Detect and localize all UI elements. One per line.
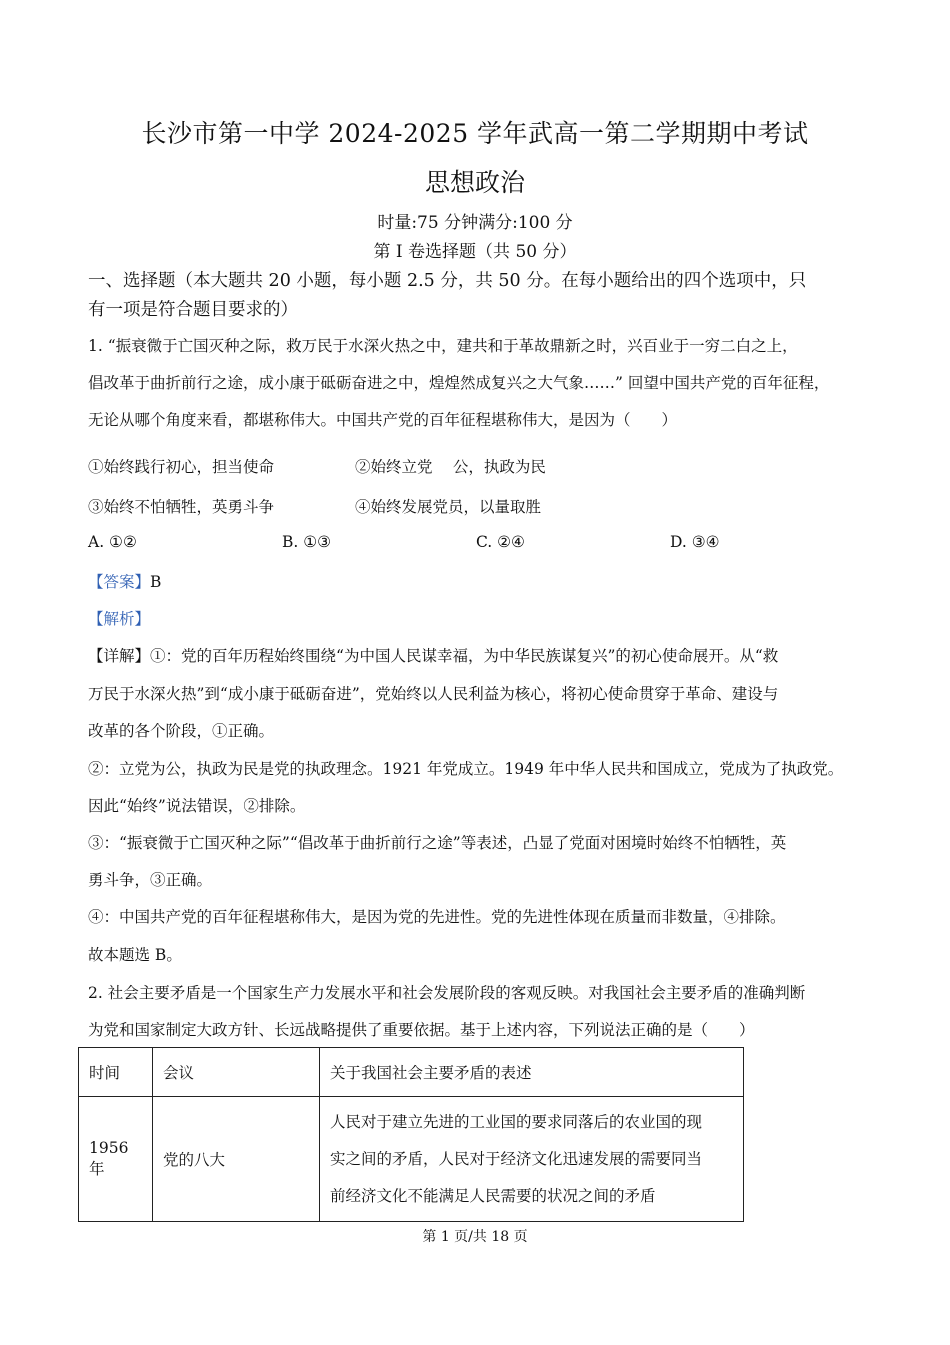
table-cell-meeting: 党的八大 <box>153 1097 320 1222</box>
q1-option-a: A. ①② <box>88 533 137 551</box>
statement-line: 实之间的矛盾，人民对于经济文化迅速发展的需要同当 <box>330 1149 703 1168</box>
section-instructions-line2: 有一项是符合题目要求的） <box>88 300 298 320</box>
q1-detail-line6: ③：“振衰微于亡国灭种之际”“倡改革于曲折前行之途”等表述，凸显了党面对困境时始终不怕牺牲，英 <box>88 834 787 852</box>
q1-item-2: ②始终立党 公，执政为民 <box>355 458 546 476</box>
table-header-cell: 会议 <box>153 1048 320 1097</box>
table-cell-year: 1956 年 <box>79 1097 153 1222</box>
q1-detail-line3: 改革的各个阶段，①正确。 <box>88 722 275 740</box>
table-header-cell: 关于我国社会主要矛盾的表述 <box>320 1048 744 1097</box>
q2-stem-line2: 为党和国家制定大政方针、长远战略提供了重要依据。基于上述内容，下列说法正确的是（ ） <box>88 1021 755 1039</box>
table-header-row <box>79 1048 744 1097</box>
statement-line: 前经济文化不能满足人民需要的状况之间的矛盾 <box>330 1186 656 1205</box>
detail-label: 【详解】 <box>88 647 151 665</box>
detail-text: ①：党的百年历程始终围绕“为中国人民谋幸福，为中华民族谋复兴”的初心使命展开。从“救 <box>150 647 779 665</box>
statement-line: 人民对于建立先进的工业国的要求同落后的农业国的现 <box>330 1112 703 1131</box>
q1-item-4: ④始终发展党员，以量取胜 <box>355 498 542 516</box>
q1-detail-line8: ④：中国共产党的百年征程堪称伟大，是因为党的先进性。党的先进性体现在质量而非数量，④排除。 <box>88 908 786 926</box>
q1-answer <box>88 570 161 592</box>
q1-option-b: B. ①③ <box>282 533 332 551</box>
q1-option-c: C. ②④ <box>476 533 525 551</box>
time-score: 时量:75 分钟满分:100 分 <box>377 213 573 233</box>
analysis-label: 【解析】 <box>88 610 151 628</box>
q1-stem-line1: 1. “振衰微于亡国灭种之际，救万民于水深火热之中，建共和于革故鼎新之时，兴百业于一穷二白之上， <box>88 337 798 355</box>
answer-label: 【答案】 <box>88 573 151 591</box>
contradiction-table <box>78 1047 744 1222</box>
q1-item-3: ③始终不怕牺牲，英勇斗争 <box>88 498 275 516</box>
section-instructions-line1: 一、选择题（本大题共 20 小题，每小题 2.5 分，共 50 分。在每小题给出的四个选项中，只 <box>88 271 807 291</box>
q1-stem-line2: 倡改革于曲折前行之途，成小康于砥砺奋进之中，煌煌然成复兴之大气象……” 回望中国共产党的百年征程， <box>88 374 830 392</box>
q1-item-1: ①始终践行初心，担当使命 <box>88 458 275 476</box>
q1-detail-line4: ②：立党为公，执政为民是党的执政理念。1921 年党成立。1949 年中华人民共和国成立，党成为了执政党。 <box>88 760 844 778</box>
table-cell-statement <box>320 1097 744 1222</box>
q1-detail-line5: 因此“始终”说法错误，②排除。 <box>88 797 306 815</box>
q1-option-d: D. ③④ <box>670 533 720 551</box>
q1-detail-line2: 万民于水深火热”到“成小康于砥砺奋进”，党始终以人民利益为核心，将初心使命贯穿于革命、建设与 <box>88 685 779 703</box>
table-header-cell: 时间 <box>79 1048 153 1097</box>
table-row <box>79 1097 744 1222</box>
subject-title: 思想政治 <box>424 168 525 197</box>
page-footer: 第 1 页/共 18 页 <box>422 1229 528 1245</box>
q1-detail-line9: 故本题选 B。 <box>88 946 182 964</box>
exam-title: 长沙市第一中学 2024-2025 学年武高一第二学期期中考试 <box>141 119 809 148</box>
q2-stem-line1: 2. 社会主要矛盾是一个国家生产力发展水平和社会发展阶段的客观反映。对我国社会主要矛盾的准确判断 <box>88 984 806 1002</box>
q1-detail-line1 <box>88 644 778 666</box>
q1-detail-line7: 勇斗争，③正确。 <box>88 871 213 889</box>
answer-value: B <box>150 573 162 591</box>
part-heading: 第 I 卷选择题（共 50 分） <box>373 242 577 262</box>
q1-stem-line3: 无论从哪个角度来看，都堪称伟大。中国共产党的百年征程堪称伟大，是因为（ ） <box>88 411 678 429</box>
